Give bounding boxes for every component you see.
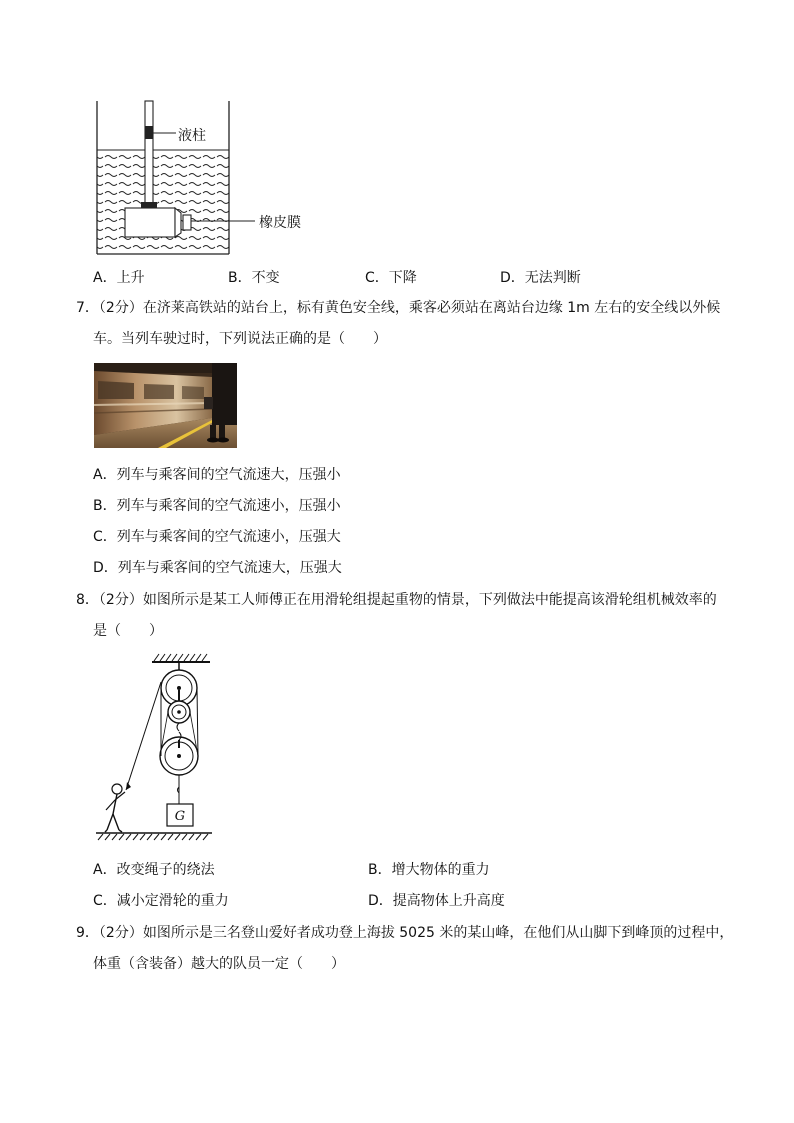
train-platform-photo <box>94 363 237 448</box>
q6-option-d[interactable]: D．无法判断 <box>500 270 581 286</box>
liquid-column-label: 液柱 <box>178 128 206 144</box>
pulley-system-figure <box>92 652 217 847</box>
q7-option-b[interactable]: B．列车与乘客间的空气流速小，压强小 <box>93 498 341 514</box>
q8-option-d[interactable]: D．提高物体上升高度 <box>368 893 505 909</box>
q7-option-c[interactable]: C．列车与乘客间的空气流速小，压强大 <box>93 529 341 545</box>
q8-stem-line1: 8．（2分）如图所示是某工人师傅正在用滑轮组提起重物的情景，下列做法中能提高该滑轮组机械效率的 <box>76 592 717 608</box>
q8-option-a[interactable]: A．改变绳子的绕法 <box>93 862 215 878</box>
q9-stem-line2: 体重（含装备）越大的队员一定（ ） <box>93 956 345 972</box>
q6-option-b[interactable]: B．不变 <box>228 270 280 286</box>
q7-option-d[interactable]: D．列车与乘客间的空气流速大，压强大 <box>93 560 342 576</box>
figure-liquid-container <box>90 98 320 260</box>
q7-stem-line2: 车。当列车驶过时，下列说法正确的是（ ） <box>93 331 387 347</box>
liquid-container-diagram <box>90 98 320 260</box>
weight-label: G <box>174 809 186 824</box>
q6-option-a[interactable]: A．上升 <box>93 270 145 286</box>
q7-stem-line1: 7．（2分）在济莱高铁站的站台上，标有黄色安全线，乘客必须站在离站台边缘 1m 左右的安全线以外候 <box>76 300 721 316</box>
q6-option-c[interactable]: C．下降 <box>365 270 417 286</box>
rubber-membrane-label: 橡皮膜 <box>259 215 301 231</box>
q8-stem-line2: 是（ ） <box>93 623 163 639</box>
q9-stem-line1: 9．（2分）如图所示是三名登山爱好者成功登上海拔 5025 米的某山峰，在他们从山脚下到峰顶的过程中， <box>76 925 734 941</box>
q8-option-c[interactable]: C．减小定滑轮的重力 <box>93 893 229 909</box>
q8-option-b[interactable]: B．增大物体的重力 <box>368 862 490 878</box>
q7-option-a[interactable]: A．列车与乘客间的空气流速大，压强小 <box>93 467 341 483</box>
